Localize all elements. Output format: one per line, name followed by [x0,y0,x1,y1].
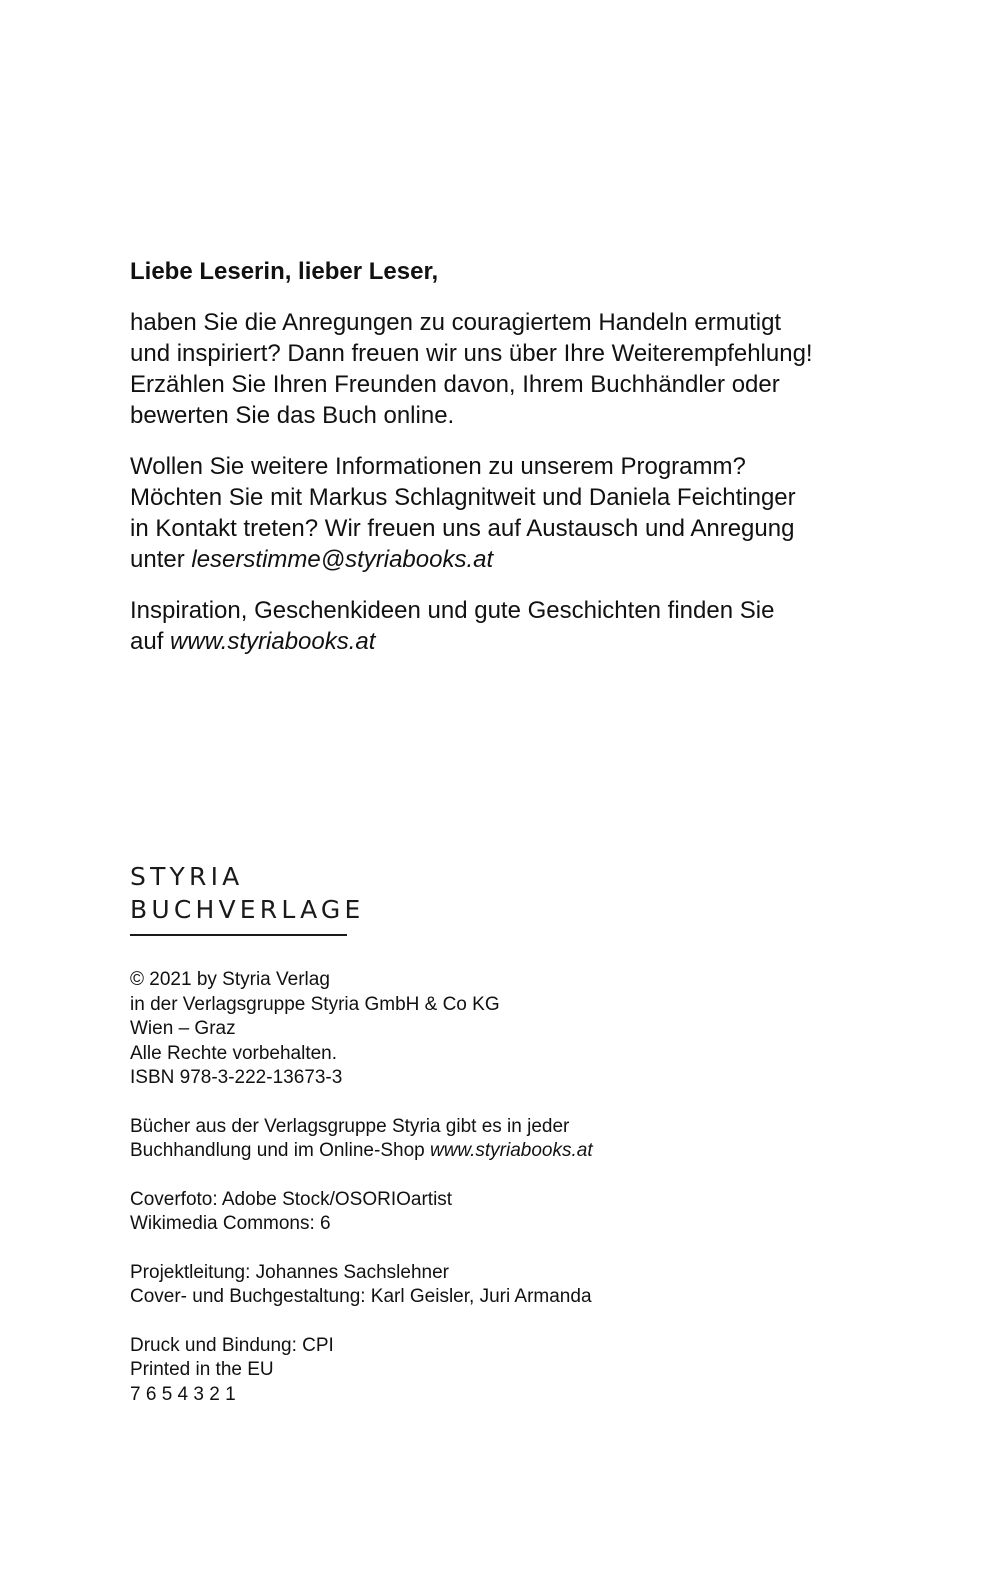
contact-email-link[interactable]: leserstimme@styriabooks.at [191,546,494,573]
logo-line-styria: STYRIA [130,862,244,891]
text-line [130,544,930,575]
text-line: in Kontakt treten? Wir freuen uns auf Austausch und Anregung [130,515,795,542]
imprint-copyright [130,968,930,1091]
letter-salutation: Liebe Leserin, lieber Leser, [130,258,439,285]
text-segment: Buchhandlung und im Online-Shop [130,1140,430,1161]
reader-letter [130,256,930,677]
isbn: ISBN 978-3-222-13673-3 [130,1067,343,1088]
text-line: bewerten Sie das Buch online. [130,402,455,429]
online-shop-link[interactable]: www.styriabooks.at [429,1140,593,1161]
text-line: Wien – Graz [130,1018,236,1039]
imprint-print-info [130,1334,930,1408]
text-line: in der Verlagsgruppe Styria GmbH & Co KG [130,993,500,1015]
text-line: Projektleitung: Johannes Sachslehner [130,1261,449,1283]
text-line: Cover- und Buchgestaltung: Karl Geisler, Juri Armanda [130,1286,592,1307]
text-line: Bücher aus der Verlagsgruppe Styria gibt es in jeder [130,1115,570,1137]
letter-paragraph-contact [130,451,930,575]
imprint-availability [130,1115,930,1164]
imprint-project-credits [130,1261,930,1310]
text-line: Wollen Sie weitere Informationen zu unserem Programm? [130,453,746,480]
publisher-logo [130,860,365,936]
print-run-numbers: 7 6 5 4 3 2 1 [130,1383,236,1405]
text-line: haben Sie die Anregungen zu couragiertem Handeln ermutigt [130,309,782,336]
imprint-photo-credits [130,1188,930,1237]
text-line [130,626,930,657]
logo-line-buchverlage: BUCHVERLAGE [130,895,365,924]
text-line: Möchten Sie mit Markus Schlagnitweit und Daniela Feichtinger [130,484,796,511]
text-line: Coverfoto: Adobe Stock/OSORIOartist [130,1188,453,1210]
text-line: Erzählen Sie Ihren Freunden davon, Ihrem Buchhändler oder [130,371,780,398]
text-line: Printed in the EU [130,1359,274,1380]
text-line [130,1139,930,1164]
text-line: und inspiriert? Dann freuen wir uns über Ihre Weiterempfehlung! [130,340,813,367]
imprint [130,968,930,1431]
text-segment: unter [130,546,192,573]
text-line: Inspiration, Geschenkideen und gute Geschichten finden Sie [130,597,775,624]
website-link[interactable]: www.styriabooks.at [170,628,376,655]
text-line: Wikimedia Commons: 6 [130,1213,331,1234]
text-line: © 2021 by Styria Verlag [130,969,330,990]
text-line: Alle Rechte vorbehalten. [130,1042,338,1064]
text-line: Druck und Bindung: CPI [130,1334,334,1356]
letter-paragraph-website [130,595,930,657]
letter-paragraph-recommendation [130,307,930,431]
logo-underline [130,934,347,936]
text-segment: auf [130,628,171,655]
